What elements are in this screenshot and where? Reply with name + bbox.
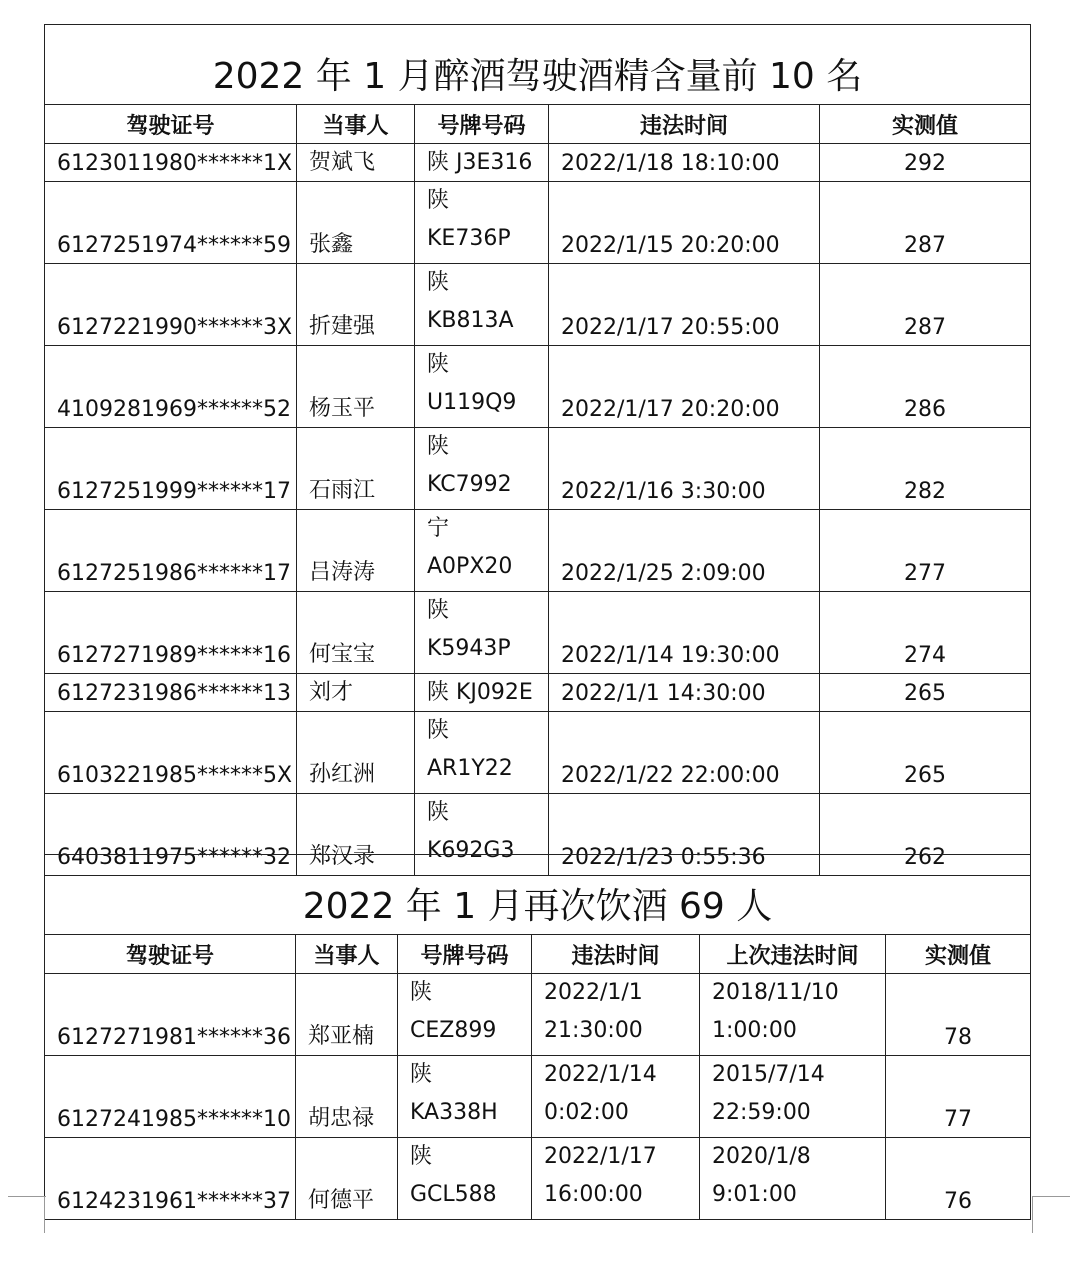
prev-time-date: 2018/11/10 bbox=[712, 980, 839, 1005]
time-clock: 21:30:00 bbox=[544, 1018, 643, 1043]
plate-cell bbox=[415, 264, 549, 346]
table-row bbox=[45, 510, 1031, 592]
name-cell: 孙红洲 bbox=[297, 712, 415, 794]
table-title: 2022 年 1 月醉酒驾驶酒精含量前 10 名 bbox=[45, 25, 1031, 105]
prev-time-clock: 22:59:00 bbox=[712, 1100, 811, 1125]
plate-province: 陕 bbox=[427, 598, 450, 623]
header-prev-time: 上次违法时间 bbox=[700, 935, 886, 974]
plate-cell bbox=[415, 712, 549, 794]
value-cell: 76 bbox=[886, 1138, 1031, 1220]
license-cell: 6127271981******36 bbox=[45, 974, 296, 1056]
header-time: 违法时间 bbox=[549, 105, 820, 144]
plate-number: A0PX20 bbox=[427, 554, 513, 579]
license-cell: 4109281969******52 bbox=[45, 346, 297, 428]
table-row bbox=[45, 674, 1031, 712]
license-cell: 6127231986******13 bbox=[45, 674, 297, 712]
header-row bbox=[45, 105, 1031, 144]
plate-number: U119Q9 bbox=[427, 390, 517, 415]
name-cell: 郑汉录 bbox=[297, 794, 415, 876]
plate-province: 陕 bbox=[427, 188, 450, 213]
license-cell: 6127251999******17 bbox=[45, 428, 297, 510]
table-title: 2022 年 1 月再次饮酒 69 人 bbox=[45, 855, 1031, 935]
plate-cell bbox=[415, 346, 549, 428]
name-cell: 折建强 bbox=[297, 264, 415, 346]
table-row bbox=[45, 974, 1031, 1056]
table-row bbox=[45, 346, 1031, 428]
plate-cell bbox=[415, 510, 549, 592]
table-row bbox=[45, 1138, 1031, 1220]
header-value: 实测值 bbox=[886, 935, 1031, 974]
plate-province: 陕 bbox=[410, 1144, 433, 1169]
value-cell: 282 bbox=[820, 428, 1031, 510]
license-cell: 6127271989******16 bbox=[45, 592, 297, 674]
plate-number: K5943P bbox=[427, 636, 511, 661]
value-cell: 286 bbox=[820, 346, 1031, 428]
name-cell: 何宝宝 bbox=[297, 592, 415, 674]
plate-province: 陕 bbox=[410, 1062, 433, 1087]
time-cell: 2022/1/17 20:20:00 bbox=[549, 346, 820, 428]
plate-province: 陕 bbox=[427, 800, 450, 825]
plate-province: 陕 bbox=[427, 352, 450, 377]
prev-time-cell bbox=[700, 974, 886, 1056]
plate-number: GCL588 bbox=[410, 1182, 497, 1207]
prev-time-date: 2020/1/8 bbox=[712, 1144, 811, 1169]
name-cell: 郑亚楠 bbox=[296, 974, 398, 1056]
time-cell: 2022/1/1 14:30:00 bbox=[549, 674, 820, 712]
license-cell: 6403811975******32 bbox=[45, 794, 297, 876]
value-cell: 277 bbox=[820, 510, 1031, 592]
header-license: 驾驶证号 bbox=[45, 105, 297, 144]
license-cell: 6103221985******5X bbox=[45, 712, 297, 794]
value-cell: 265 bbox=[820, 674, 1031, 712]
plate-cell bbox=[415, 428, 549, 510]
value-cell: 262 bbox=[820, 794, 1031, 876]
header-name: 当事人 bbox=[296, 935, 398, 974]
prev-time-cell bbox=[700, 1138, 886, 1220]
value-cell: 78 bbox=[886, 974, 1031, 1056]
plate-cell bbox=[415, 592, 549, 674]
table-row bbox=[45, 264, 1031, 346]
value-cell: 77 bbox=[886, 1056, 1031, 1138]
name-cell: 贺斌飞 bbox=[297, 144, 415, 182]
name-cell: 杨玉平 bbox=[297, 346, 415, 428]
plate-cell: 陕 KJ092E bbox=[415, 674, 549, 712]
name-cell: 石雨江 bbox=[297, 428, 415, 510]
repeat-offense-table bbox=[44, 854, 1031, 1220]
page-corner-mark-right bbox=[1032, 1196, 1070, 1231]
plate-number: KA338H bbox=[410, 1100, 498, 1125]
plate-province: 陕 bbox=[410, 980, 433, 1005]
time-cell: 2022/1/25 2:09:00 bbox=[549, 510, 820, 592]
value-cell: 292 bbox=[820, 144, 1031, 182]
plate-province: 陕 bbox=[427, 434, 450, 459]
license-cell: 6123011980******1X bbox=[45, 144, 297, 182]
header-name: 当事人 bbox=[297, 105, 415, 144]
plate-cell bbox=[398, 974, 532, 1056]
top10-table bbox=[44, 24, 1031, 876]
plate-province: 陕 bbox=[427, 270, 450, 295]
time-cell: 2022/1/17 20:55:00 bbox=[549, 264, 820, 346]
time-cell bbox=[532, 1056, 700, 1138]
header-value: 实测值 bbox=[820, 105, 1031, 144]
name-cell: 胡忠禄 bbox=[296, 1056, 398, 1138]
time-date: 2022/1/17 bbox=[544, 1144, 657, 1169]
time-cell: 2022/1/16 3:30:00 bbox=[549, 428, 820, 510]
header-plate: 号牌号码 bbox=[398, 935, 532, 974]
value-cell: 274 bbox=[820, 592, 1031, 674]
time-cell bbox=[532, 1138, 700, 1220]
license-cell: 6124231961******37 bbox=[45, 1138, 296, 1220]
plate-cell bbox=[398, 1138, 532, 1220]
name-cell: 刘才 bbox=[297, 674, 415, 712]
time-clock: 16:00:00 bbox=[544, 1182, 643, 1207]
prev-time-clock: 9:01:00 bbox=[712, 1182, 797, 1207]
license-cell: 6127251986******17 bbox=[45, 510, 297, 592]
page-corner-mark-left bbox=[8, 1196, 46, 1231]
plate-number: KB813A bbox=[427, 308, 514, 333]
time-cell: 2022/1/15 20:20:00 bbox=[549, 182, 820, 264]
plate-number: CEZ899 bbox=[410, 1018, 497, 1043]
plate-number: AR1Y22 bbox=[427, 756, 513, 781]
plate-province: 陕 bbox=[427, 718, 450, 743]
time-date: 2022/1/1 bbox=[544, 980, 643, 1005]
name-cell: 吕涛涛 bbox=[297, 510, 415, 592]
header-license: 驾驶证号 bbox=[45, 935, 296, 974]
plate-cell bbox=[398, 1056, 532, 1138]
license-cell: 6127251974******59 bbox=[45, 182, 297, 264]
table-row bbox=[45, 182, 1031, 264]
header-row bbox=[45, 935, 1031, 974]
header-time: 违法时间 bbox=[532, 935, 700, 974]
table-row bbox=[45, 592, 1031, 674]
prev-time-date: 2015/7/14 bbox=[712, 1062, 825, 1087]
plate-number: K692G3 bbox=[427, 838, 515, 863]
time-date: 2022/1/14 bbox=[544, 1062, 657, 1087]
time-cell bbox=[532, 974, 700, 1056]
prev-time-clock: 1:00:00 bbox=[712, 1018, 797, 1043]
header-plate: 号牌号码 bbox=[415, 105, 549, 144]
table-row bbox=[45, 1056, 1031, 1138]
plate-number: KE736P bbox=[427, 226, 511, 251]
table-row bbox=[45, 712, 1031, 794]
license-cell: 6127221990******3X bbox=[45, 264, 297, 346]
time-cell: 2022/1/14 19:30:00 bbox=[549, 592, 820, 674]
time-cell: 2022/1/22 22:00:00 bbox=[549, 712, 820, 794]
value-cell: 287 bbox=[820, 264, 1031, 346]
name-cell: 张鑫 bbox=[297, 182, 415, 264]
value-cell: 287 bbox=[820, 182, 1031, 264]
time-clock: 0:02:00 bbox=[544, 1100, 629, 1125]
plate-cell bbox=[415, 182, 549, 264]
license-cell: 6127241985******10 bbox=[45, 1056, 296, 1138]
plate-province: 宁 bbox=[427, 516, 450, 541]
name-cell: 何德平 bbox=[296, 1138, 398, 1220]
plate-number: KC7992 bbox=[427, 472, 512, 497]
table-row bbox=[45, 428, 1031, 510]
prev-time-cell bbox=[700, 1056, 886, 1138]
value-cell: 265 bbox=[820, 712, 1031, 794]
table-row bbox=[45, 144, 1031, 182]
time-cell: 2022/1/23 0:55:36 bbox=[549, 794, 820, 876]
time-cell: 2022/1/18 18:10:00 bbox=[549, 144, 820, 182]
plate-cell: 陕 J3E316 bbox=[415, 144, 549, 182]
